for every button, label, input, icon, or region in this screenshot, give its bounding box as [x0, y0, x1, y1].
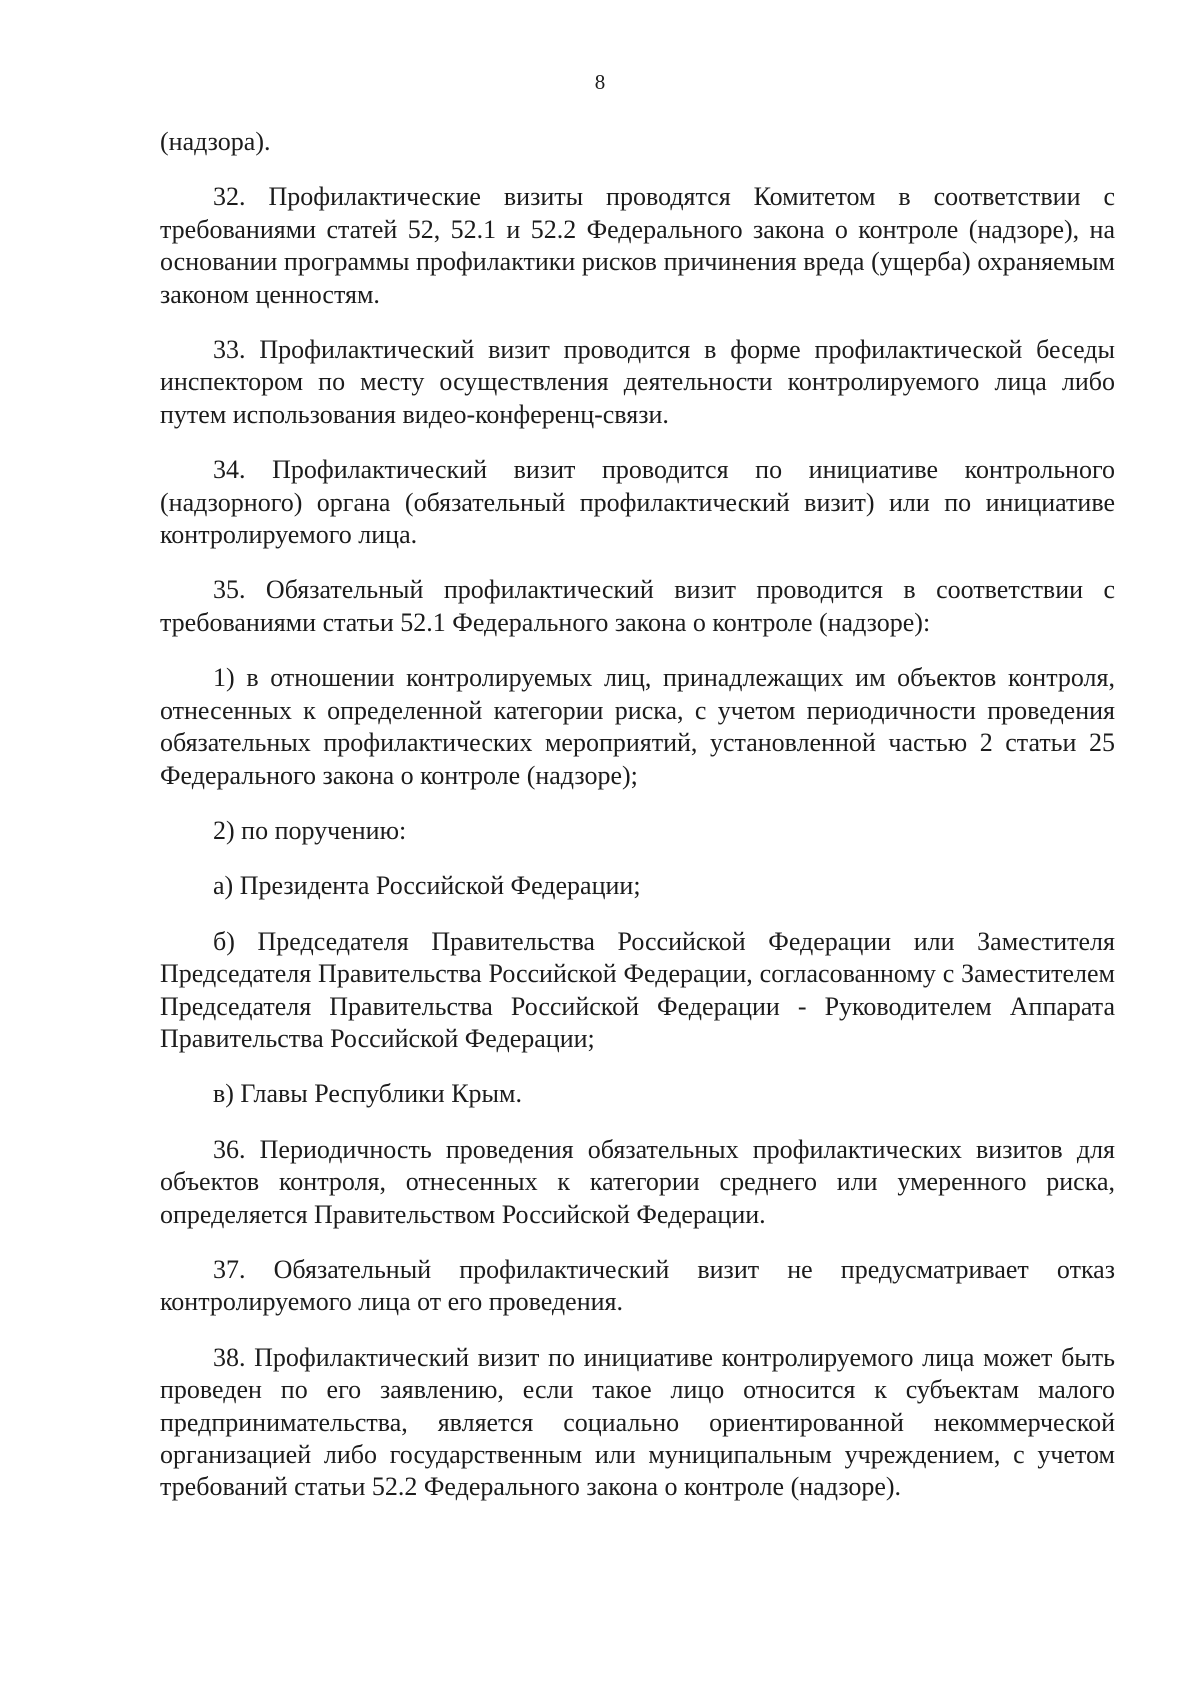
paragraph-32: 32. Профилактические визиты проводятся Комитетом в соответствии с требованиями статей 52, 52.1 и 52.2 Федерального закона о контроле (надзоре), на основании программы профилактики рисков причинения вреда (ущерба) охраняемым законом ценностям. [160, 182, 1115, 309]
paragraph-35-item-2: 2) по поручению: [213, 815, 407, 845]
paragraph-36: 36. Периодичность проведения обязательных профилактических визитов для объектов контроля, отнесенных к категории среднего или умеренного риска, определяется Правительством Российской Федерации. [160, 1134, 1115, 1229]
paragraph-35-item-2a: а) Президента Российской Федерации; [213, 871, 641, 901]
paragraph-34: 34. Профилактический визит проводится по инициативе контрольного (надзорного) органа (обязательный профилактический визит) или по инициативе контролируемого лица. [160, 455, 1115, 550]
paragraph-35: 35. Обязательный профилактический визит проводится в соответствии с требованиями статьи 52.1 Федерального закона о контроле (надзоре): [160, 575, 1115, 637]
page-number: 8 [594, 70, 606, 94]
paragraph-35-item-2v: в) Главы Республики Крым. [213, 1079, 522, 1109]
paragraph-33: 33. Профилактический визит проводится в форме профилактической беседы инспектором по месту осуществления деятельности контролируемого лица либо путем использования видео-конференц-связи. [160, 335, 1115, 429]
paragraph-38: 38. Профилактический визит по инициативе контролируемого лица может быть проведен по его заявлению, если такое лицо относится к субъектам малого предпринимательства, является социально ориентированной некоммерческой организацией либо государственным или муниципальным учреждением, с учетом требований статьи 52.2 Федерального закона о контроле (надзоре). [160, 1342, 1115, 1502]
paragraph-37: 37. Обязательный профилактический визит не предусматривает отказ контролируемого лица от его проведения. [160, 1254, 1115, 1317]
document-body [160, 126, 1115, 1527]
paragraph-continuation: (надзора). [160, 127, 271, 156]
paragraph-35-item-2b: б) Председателя Правительства Российской Федерации или Заместителя Председателя Правительства Российской Федерации, согласованному с Заместителем Председателя Правительства Российской Федерации - Руководителем Аппарата Правительства Российской Федерации; [160, 926, 1115, 1053]
paragraph-35-item-1: 1) в отношении контролируемых лиц, принадлежащих им объектов контроля, отнесенных к определенной категории риска, с учетом периодичности проведения обязательных профилактических мероприятий, установленной частью 2 статьи 25 Федерального закона о контроле (надзоре); [160, 663, 1115, 790]
